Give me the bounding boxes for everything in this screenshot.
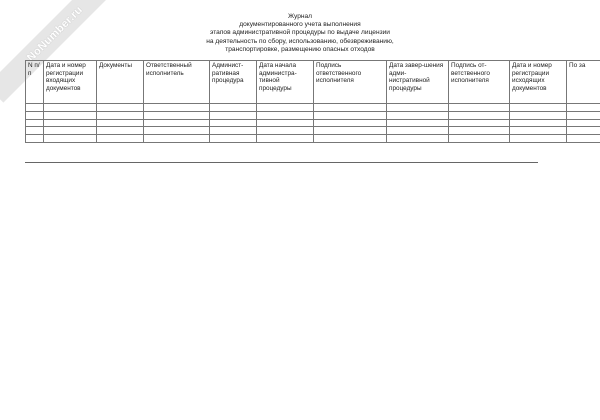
table-cell xyxy=(210,135,257,143)
table-cell xyxy=(26,135,44,143)
table-cell xyxy=(567,111,600,119)
table-cell xyxy=(97,119,144,127)
table-row xyxy=(26,111,600,119)
table-cell xyxy=(387,135,449,143)
table-cell xyxy=(97,127,144,135)
table-cell xyxy=(567,127,600,135)
table-cell xyxy=(210,111,257,119)
document-title xyxy=(150,13,450,54)
table-cell xyxy=(44,119,97,127)
table-cell xyxy=(257,119,314,127)
table-cell xyxy=(510,104,567,112)
table-cell xyxy=(449,111,510,119)
header-cell: Дата начала администра-тивной процедуры xyxy=(257,61,314,104)
table-cell xyxy=(144,119,210,127)
table-header-row xyxy=(26,61,600,104)
table-cell xyxy=(144,104,210,112)
table-cell xyxy=(449,104,510,112)
header-cell: По за xyxy=(567,61,600,104)
table-cell xyxy=(210,119,257,127)
table-cell xyxy=(510,135,567,143)
table-cell xyxy=(314,135,387,143)
journal-table xyxy=(25,60,600,150)
table-cell xyxy=(449,119,510,127)
table-cell xyxy=(26,104,44,112)
divider-line xyxy=(25,162,538,163)
title-line: этапов административной процедуры по выдаче лицензии xyxy=(210,29,390,37)
table-row xyxy=(26,127,600,135)
header-cell: N п/п xyxy=(26,61,44,104)
table-cell xyxy=(257,135,314,143)
table-cell xyxy=(314,111,387,119)
table-cell xyxy=(567,135,600,143)
table-cell xyxy=(257,111,314,119)
header-cell: Дата завер-шения адми-нистративной процедуры xyxy=(387,61,449,104)
table-cell xyxy=(26,111,44,119)
header-cell: Дата и номер регистрации входящих документов xyxy=(44,61,97,104)
table-row xyxy=(26,119,600,127)
header-cell: Дата и номер регистрации исходящих документов xyxy=(510,61,567,104)
table-cell xyxy=(449,127,510,135)
table-cell xyxy=(257,127,314,135)
title-line: на деятельность по сбору, использованию, обезвреживанию, xyxy=(206,37,394,45)
title-line: документированного учета выполнения xyxy=(239,21,361,29)
table-cell xyxy=(210,104,257,112)
table-cell xyxy=(210,127,257,135)
header-cell: Ответственный исполнитель xyxy=(144,61,210,104)
table-cell xyxy=(314,104,387,112)
table-cell xyxy=(387,104,449,112)
table-cell xyxy=(387,111,449,119)
table-cell xyxy=(44,135,97,143)
table-cell xyxy=(144,135,210,143)
table-cell xyxy=(314,127,387,135)
table-cell xyxy=(144,127,210,135)
table-cell xyxy=(44,104,97,112)
watermark: NoNumber.ru xyxy=(0,0,124,103)
table-row xyxy=(26,135,600,143)
table-cell xyxy=(567,119,600,127)
table-cell xyxy=(387,119,449,127)
table-cell xyxy=(97,135,144,143)
table-cell xyxy=(97,111,144,119)
header-cell: Документы xyxy=(97,61,144,104)
table-cell xyxy=(567,104,600,112)
title-line: транспортировке, размещению опасных отходов xyxy=(225,45,375,53)
header-cell: Админист-ративная процедура xyxy=(210,61,257,104)
table-cell xyxy=(26,127,44,135)
table-cell xyxy=(144,111,210,119)
title-line: Журнал xyxy=(287,13,313,20)
table-cell xyxy=(97,104,144,112)
table-cell xyxy=(26,119,44,127)
table-cell xyxy=(510,127,567,135)
header-cell: Подпись от-ветственного исполнителя xyxy=(449,61,510,104)
table-cell xyxy=(44,127,97,135)
table-cell xyxy=(449,135,510,143)
table-row xyxy=(26,104,600,112)
table-cell xyxy=(510,119,567,127)
table-cell xyxy=(44,111,97,119)
table-cell xyxy=(510,111,567,119)
table-cell xyxy=(387,127,449,135)
table-cell xyxy=(314,119,387,127)
header-cell: Подпись ответственного исполнителя xyxy=(314,61,387,104)
table-cell xyxy=(257,104,314,112)
